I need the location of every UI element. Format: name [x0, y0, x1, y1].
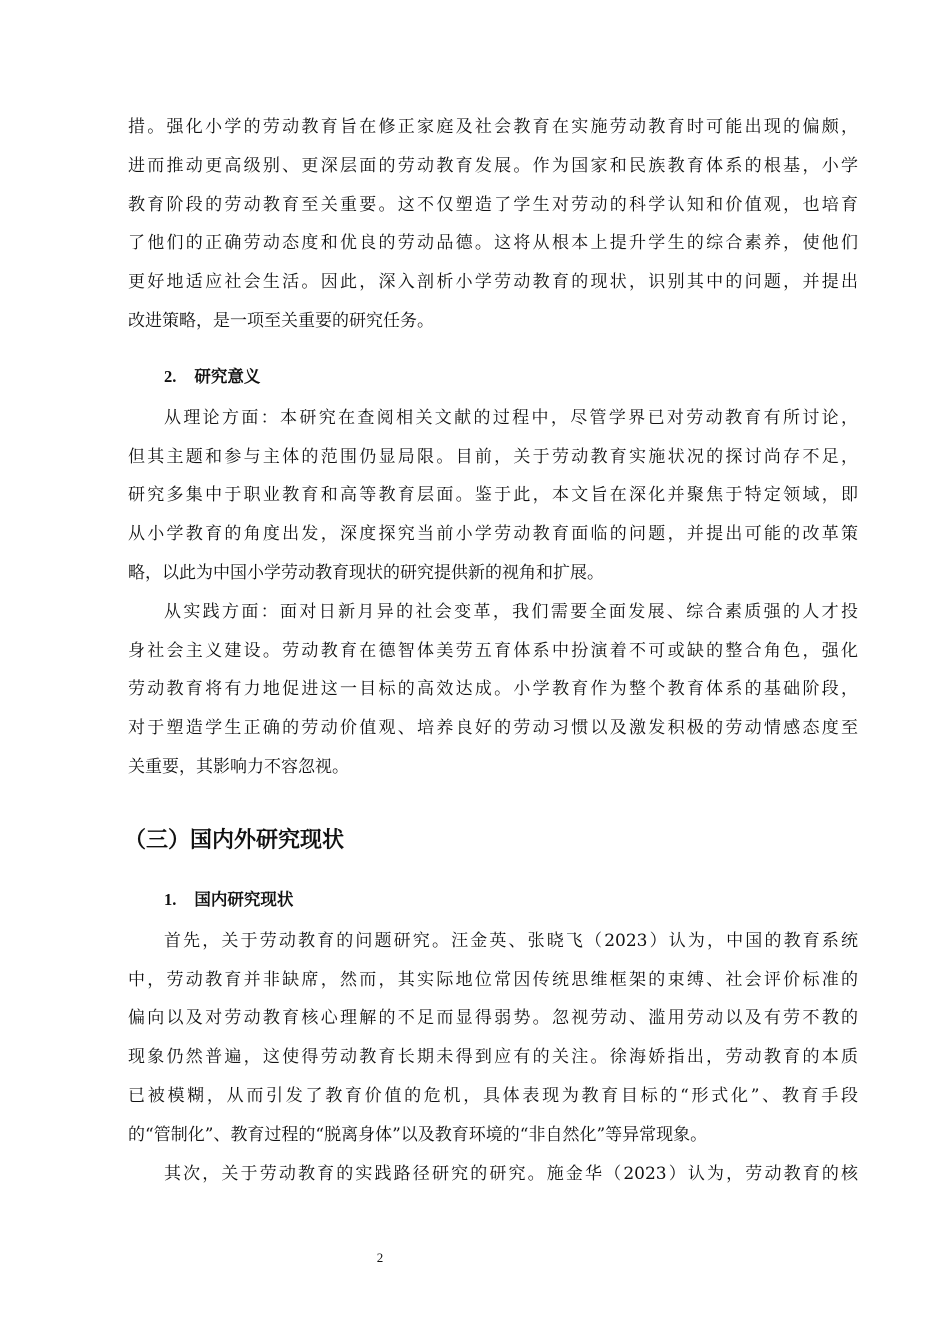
text-line: 进而推动更高级别、更深层面的劳动教育发展。作为国家和民族教育体系的根基，小学 — [128, 155, 858, 176]
text-line: 从实践方面：面对日新月异的社会变革，我们需要全面发展、综合素质强的人才投 — [164, 601, 858, 622]
paragraph — [128, 1155, 858, 1194]
text-line: 研究多集中于职业教育和高等教育层面。鉴于此，本文旨在深化并聚焦于特定领域，即 — [128, 485, 858, 506]
text-line: 的“管制化”、教育过程的“脱离身体”以及教育环境的“非自然化”等异常现象。 — [128, 1124, 708, 1145]
paragraph — [128, 108, 858, 341]
page-content — [124, 108, 858, 1193]
chapter-heading-research-status: （三）国内外研究现状 — [124, 827, 345, 853]
text-line: 从小学教育的角度出发，深度探究当前小学劳动教育面临的问题，并提出可能的改革策 — [128, 524, 858, 545]
section-title: 国内研究现状 — [194, 889, 294, 909]
text-line: 改进策略，是一项至关重要的研究任务。 — [128, 310, 434, 331]
text-line: 但其主题和参与主体的范围仍显局限。目前，关于劳动教育实施状况的探讨尚存不足， — [128, 446, 858, 467]
paragraph — [128, 593, 858, 787]
section-heading-domestic-research — [128, 881, 858, 919]
text-line: 现象仍然普遍，这使得劳动教育长期未得到应有的关注。徐海娇指出，劳动教育的本质 — [128, 1047, 858, 1068]
text-line: 从理论方面：本研究在查阅相关文献的过程中，尽管学界已对劳动教育有所讨论， — [164, 407, 858, 428]
text-line: 首先，关于劳动教育的问题研究。汪金英、张晓飞（2023）认为，中国的教育系统 — [164, 930, 858, 951]
text-line: 对于塑造学生正确的劳动价值观、培养良好的劳动习惯以及激发积极的劳动情感态度至 — [128, 718, 858, 739]
text-line: 略，以此为中国小学劳动教育现状的研究提供新的视角和扩展。 — [128, 562, 604, 583]
section-number: 2. — [164, 366, 177, 386]
section-title: 研究意义 — [194, 366, 261, 386]
paragraph — [128, 922, 858, 1155]
text-line: 措。强化小学的劳动教育旨在修正家庭及社会教育在实施劳动教育时可能出现的偏颇， — [128, 117, 858, 137]
text-line: 已被模糊，从而引发了教育价值的危机，具体表现为教育目标的“形式化”、教育手段 — [128, 1085, 858, 1106]
text-line: 其次，关于劳动教育的实践路径研究的研究。施金华（2023）认为，劳动教育的核 — [164, 1163, 858, 1184]
text-line: 中，劳动教育并非缺席，然而，其实际地位常因传统思维框架的束缚、社会评价标准的 — [128, 969, 858, 990]
text-line: 劳动教育将有力地促进这一目标的高效达成。小学教育作为整个教育体系的基础阶段， — [128, 679, 858, 700]
text-line: 身社会主义建设。劳动教育在德智体美劳五育体系中扮演着不可或缺的整合角色，强化 — [128, 640, 858, 661]
text-line: 偏向以及对劳动教育核心理解的不足而显得弱势。忽视劳动、滥用劳动以及有劳不教的 — [128, 1008, 858, 1029]
text-line: 关重要，其影响力不容忽视。 — [128, 756, 349, 777]
section-heading-research-significance — [128, 358, 858, 396]
text-line: 了他们的正确劳动态度和优良的劳动品德。这将从根本上提升学生的综合素养，使他们 — [128, 233, 858, 254]
text-line: 更好地适应社会生活。因此，深入剖析小学劳动教育的现状，识别其中的问题，并提出 — [128, 272, 858, 293]
paragraph — [128, 399, 858, 593]
page-number: 2 — [376, 1250, 384, 1265]
section-number: 1. — [164, 889, 177, 909]
text-line: 教育阶段的劳动教育至关重要。这不仅塑造了学生对劳动的科学认知和价值观，也培育 — [128, 194, 858, 215]
